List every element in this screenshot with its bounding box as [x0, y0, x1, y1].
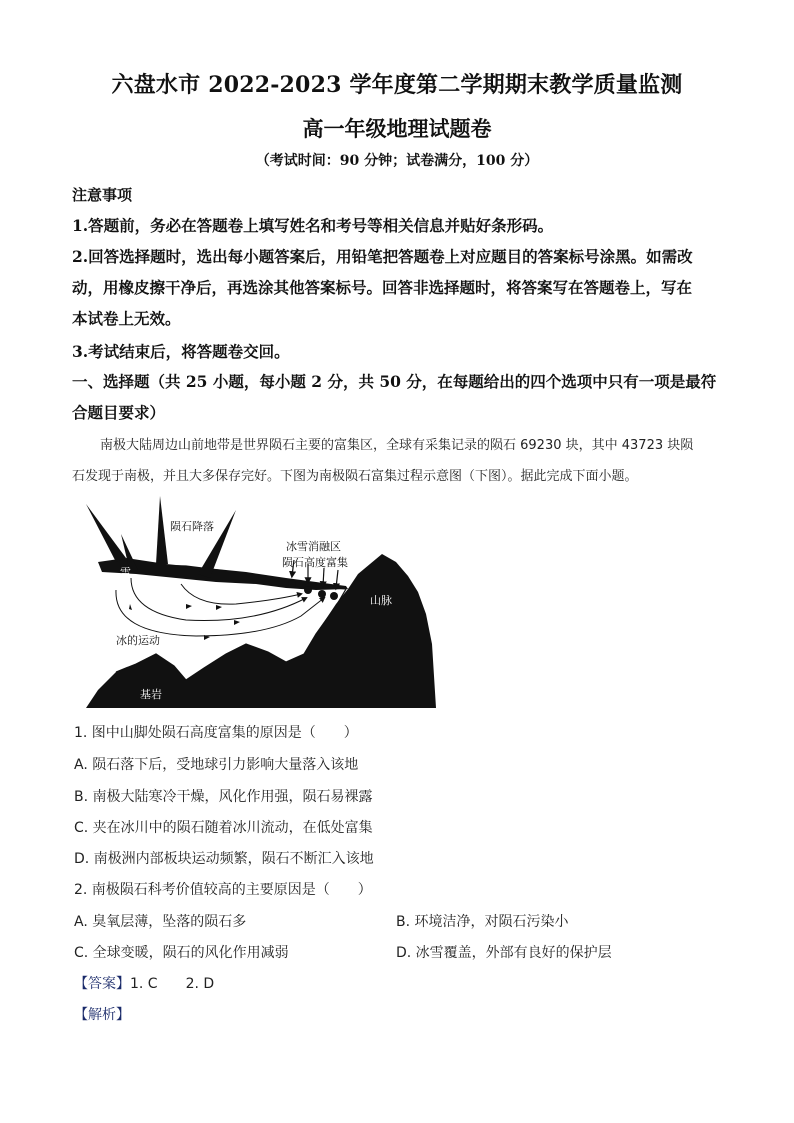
answer-label: 【答案】: [74, 976, 130, 992]
label-meteorite-enrichment: 陨石高度富集: [282, 556, 348, 569]
label-snow: 雪: [120, 566, 131, 579]
question-1: 1. 图中山脚处陨石高度富集的原因是（ ）: [74, 725, 358, 741]
notes-heading: 注意事项: [72, 186, 133, 204]
question-2-option-c: C. 全球变暖，陨石的风化作用减弱: [74, 945, 289, 961]
passage-line-2: 石发现于南极，并且大多保存完好。下图为南极陨石富集过程示意图（下图）。据此完成下面小题。: [72, 469, 638, 484]
exam-title: 六盘水市 2022-2023 学年度第二学期期末教学质量监测: [111, 72, 683, 98]
passage-line-1: 南极大陆周边山前地带是世界陨石主要的富集区，全球有采集记录的陨石 69230 块，其中 43723 块陨: [100, 438, 694, 453]
section-heading-line-2: 合题目要求）: [72, 403, 166, 422]
question-1-option-a: A. 陨石落下后，受地球引力影响大量落入该地: [74, 757, 359, 773]
label-ice-movement: 冰的运动: [116, 634, 160, 647]
notes-item-3: 3.考试结束后，将答题卷交回。: [72, 342, 290, 361]
label-meteorite-fall: 陨石降落: [170, 520, 214, 533]
meteorite-fall-spike-2: [156, 496, 168, 564]
ice-flow-line-3: [116, 590, 324, 636]
notes-item-2-line-3: 本试卷上无效。: [72, 309, 181, 328]
flow-marker: [216, 605, 222, 610]
exam-subtitle: 高一年级地理试题卷: [302, 116, 492, 141]
answer-row: [74, 973, 214, 993]
flow-marker: [234, 620, 240, 625]
label-bedrock: 基岩: [140, 688, 162, 701]
analysis-label: 【解析】: [74, 1007, 130, 1023]
notes-item-1: 1.答题前，务必在答题卷上填写姓名和考号等相关信息并贴好条形码。: [72, 216, 554, 235]
question-2-option-a: A. 臭氧层薄，坠落的陨石多: [74, 914, 247, 930]
meteorite-dot: [330, 592, 338, 600]
meteorite-dot: [288, 580, 296, 588]
label-mountain: 山脉: [370, 594, 392, 607]
question-1-option-c: C. 夹在冰川中的陨石随着冰川流动，在低处富集: [74, 820, 373, 836]
meteorite-dot: [304, 586, 312, 594]
meteorite-dot: [318, 590, 326, 598]
exam-info: （考试时间：90 分钟；试卷满分，100 分）: [255, 153, 539, 169]
notes-item-2-line-2: 动，用橡皮擦干净后，再选涂其他答案标号。回答非选择题时，将答案写在答题卷上，写在: [72, 278, 693, 297]
question-1-option-b: B. 南极大陆寒冷干燥，风化作用强，陨石易裸露: [74, 789, 373, 805]
notes-item-2-line-1: 2.回答选择题时，选出每小题答案后，用铅笔把答题卷上对应题目的答案标号涂黑。如需改: [72, 247, 693, 266]
question-2: 2. 南极陨石科考价值较高的主要原因是（ ）: [74, 882, 372, 898]
meteorite-fall-spike-1: [86, 504, 126, 562]
question-1-option-d: D. 南极洲内部板块运动频繁，陨石不断汇入该地: [74, 851, 374, 867]
label-snow-melt-zone: 冰雪消融区: [286, 540, 341, 553]
question-2-option-b: B. 环境洁净，对陨石污染小: [396, 914, 569, 930]
question-2-option-d: D. 冰雪覆盖，外部有良好的保护层: [396, 945, 612, 961]
answer-text: 1. C 2. D: [130, 976, 215, 992]
section-heading-line-1: 一、选择题（共 25 小题，每小题 2 分，共 50 分，在每题给出的四个选项中只有一项是最符: [72, 372, 717, 391]
flow-marker: [186, 604, 192, 609]
flow-marker: [129, 604, 132, 610]
meteorite-enrichment-diagram: [86, 494, 436, 708]
